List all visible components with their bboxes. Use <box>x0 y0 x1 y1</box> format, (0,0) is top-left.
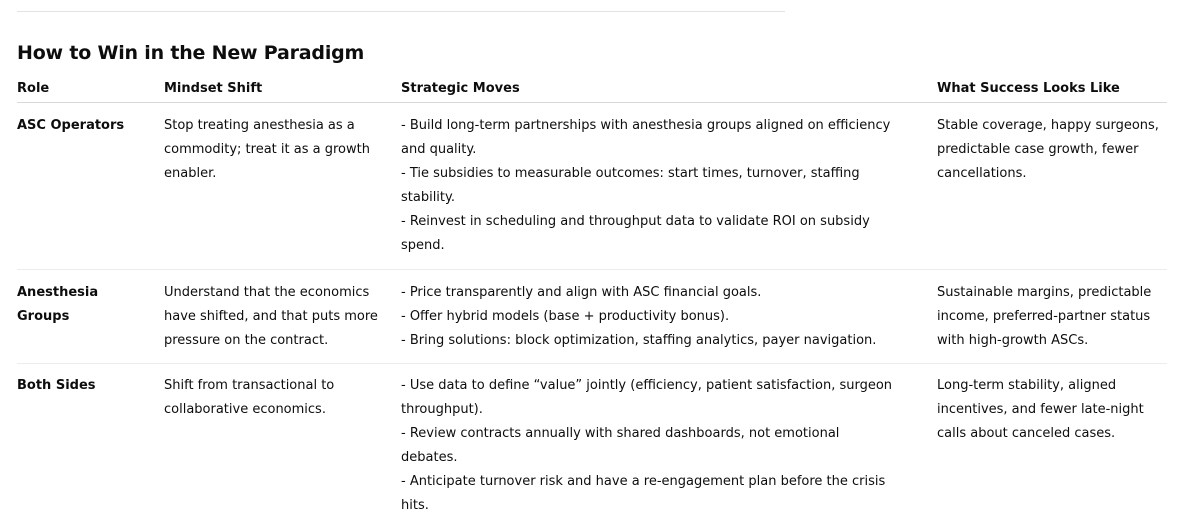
move-item: - Use data to define “value” jointly (efficiency, patient satisfaction, surgeon throughput). <box>401 374 897 422</box>
move-item: - Tie subsidies to measurable outcomes: start times, turnover, staffing stability. <box>401 162 911 210</box>
move-item: - Price transparently and align with ASC financial goals. <box>401 281 911 305</box>
mindset-cell: Understand that the economics have shifted, and that puts more pressure on the contract. <box>164 270 401 364</box>
mindset-cell: Shift from transactional to collaborative economics. <box>164 364 401 518</box>
moves-cell <box>401 103 937 270</box>
move-item: - Reinvest in scheduling and throughput data to validate ROI on subsidy spend. <box>401 210 911 258</box>
table-row <box>17 103 1167 270</box>
header-role: Role <box>17 76 164 103</box>
move-item: - Review contracts annually with shared dashboards, not emotional debates. <box>401 422 897 470</box>
success-cell: Sustainable margins, predictable income, preferred-partner status with high-growth ASCs. <box>937 270 1167 364</box>
mindset-cell: Stop treating anesthesia as a commodity; treat it as a growth enabler. <box>164 103 401 270</box>
role-cell: Both Sides <box>17 364 164 518</box>
success-cell: Long-term stability, aligned incentives, and fewer late-night calls about canceled cases. <box>937 364 1167 518</box>
table-row <box>17 364 1167 518</box>
role-cell: ASC Operators <box>17 103 164 270</box>
table-header-row <box>17 76 1167 103</box>
move-item: - Build long-term partnerships with anesthesia groups aligned on efficiency and quality. <box>401 114 911 162</box>
moves-cell <box>401 364 937 518</box>
header-strategic-moves: Strategic Moves <box>401 76 937 103</box>
success-cell: Stable coverage, happy surgeons, predictable case growth, fewer cancellations. <box>937 103 1167 270</box>
moves-cell <box>401 270 937 364</box>
role-cell: Anesthesia Groups <box>17 270 164 364</box>
strategy-table <box>17 76 1167 518</box>
table-row <box>17 270 1167 364</box>
header-mindset-shift: Mindset Shift <box>164 76 401 103</box>
section-title: How to Win in the New Paradigm <box>17 42 364 64</box>
header-success: What Success Looks Like <box>937 76 1167 103</box>
top-divider <box>17 11 785 12</box>
move-item: - Bring solutions: block optimization, staffing analytics, payer navigation. <box>401 329 911 353</box>
move-item: - Offer hybrid models (base + productivity bonus). <box>401 305 911 329</box>
move-item: - Anticipate turnover risk and have a re-engagement plan before the crisis hits. <box>401 470 897 518</box>
